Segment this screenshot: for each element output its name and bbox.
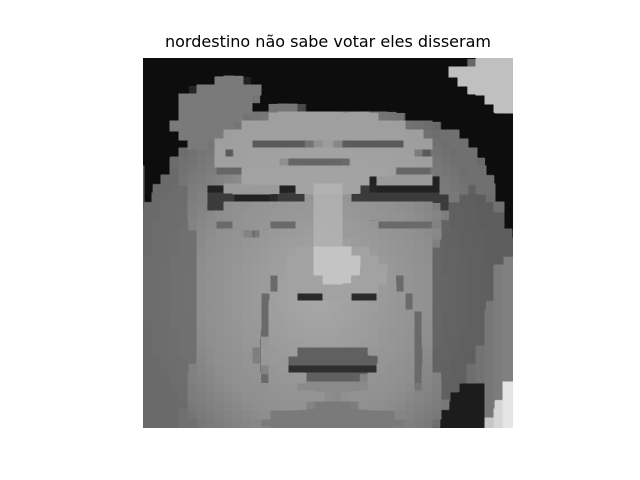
figure-title: nordestino não sabe votar eles disseram: [165, 32, 491, 51]
face-image: [143, 58, 513, 428]
face-image-svg: [143, 58, 513, 428]
